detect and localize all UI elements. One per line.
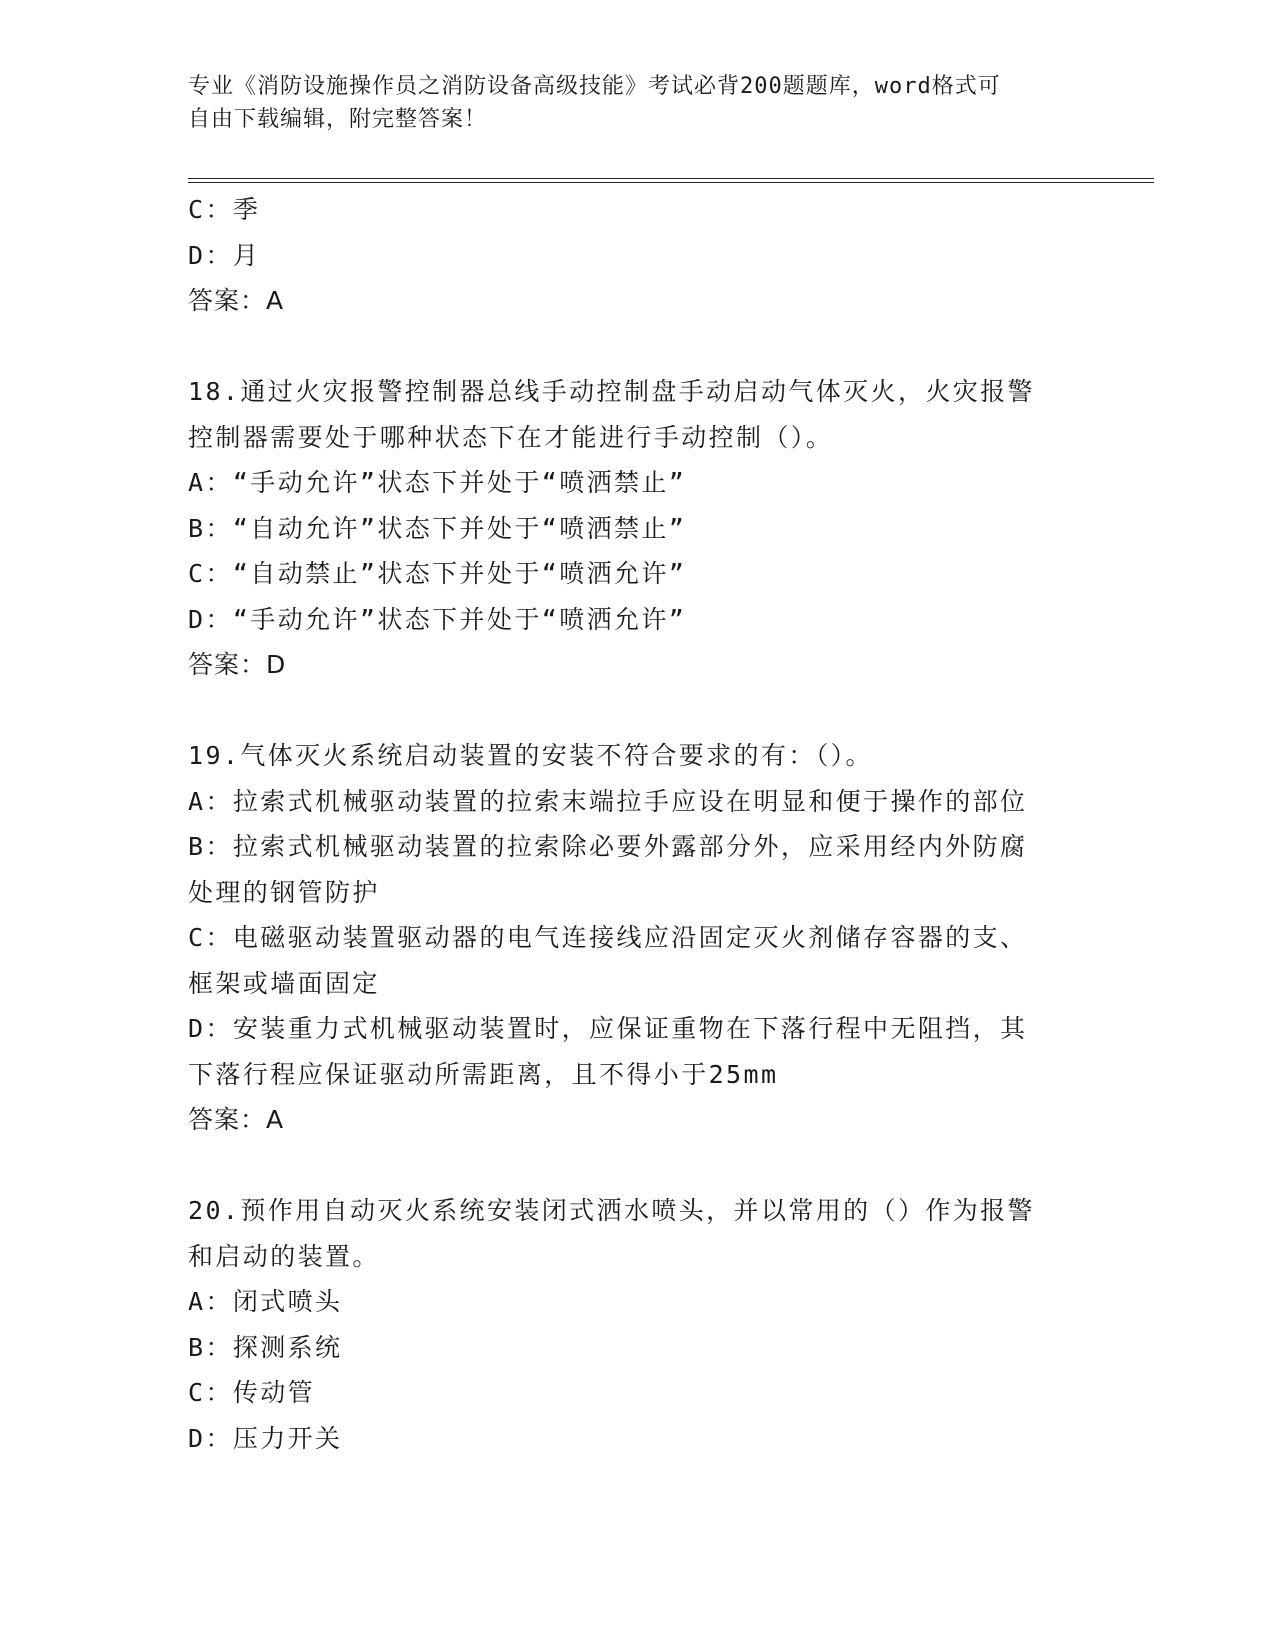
spacer — [188, 1143, 1088, 1189]
option-d: D：“手动允许”状态下并处于“喷洒允许” — [188, 604, 687, 634]
question-19 — [188, 733, 1088, 1143]
spacer — [188, 688, 1088, 734]
question-stem-cont: 和启动的装置。 — [188, 1241, 380, 1271]
option-d-cont: 下落行程应保证驱动所需距离，且不得小于25mm — [188, 1059, 779, 1089]
question-stem-cont: 控制器需要处于哪种状态下在才能进行手动控制（）。 — [188, 422, 834, 452]
question-20 — [188, 1188, 1088, 1461]
header-divider — [188, 178, 1154, 183]
question-stem: 20.预作用自动灭火系统安装闭式洒水喷头，并以常用的（）作为报警 — [188, 1196, 1035, 1225]
option-b: B：“自动允许”状态下并处于“喷洒禁止” — [188, 513, 687, 543]
option-c: C：传动管 — [188, 1378, 316, 1407]
option-c: C：电磁驱动装置驱动器的电气连接线应沿固定灭火剂储存容器的支、 — [188, 923, 1028, 952]
answer: 答案：A — [188, 1105, 285, 1134]
header-line-1: 专业《消防设施操作员之消防设备高级技能》考试必背200题题库，word格式可 — [188, 74, 1001, 99]
option-a: A：闭式喷头 — [188, 1287, 343, 1316]
header-line-2: 自由下载编辑，附完整答案！ — [188, 107, 488, 132]
page-header — [188, 70, 1068, 136]
question-stem: 18.通过火灾报警控制器总线手动控制盘手动启动气体灭火，火灾报警 — [188, 377, 1035, 406]
option-c: C：季 — [188, 195, 261, 224]
option-c-cont: 框架或墙面固定 — [188, 968, 380, 998]
question-18 — [188, 369, 1088, 688]
option-b: B：拉索式机械驱动装置的拉索除必要外露部分外，应采用经内外防腐 — [188, 832, 1028, 861]
option-d: D：压力开关 — [188, 1423, 343, 1453]
option-a: A：“手动允许”状态下并处于“喷洒禁止” — [188, 468, 687, 497]
spacer — [188, 324, 1088, 370]
question-17 — [188, 187, 1088, 324]
answer: 答案：D — [188, 650, 287, 679]
answer: 答案：A — [188, 286, 285, 315]
option-a: A：拉索式机械驱动装置的拉索末端拉手应设在明显和便于操作的部位 — [188, 786, 1028, 816]
question-stem: 19.气体灭火系统启动装置的安装不符合要求的有：（）。 — [188, 741, 873, 770]
document-body — [188, 187, 1088, 1461]
option-d: D：月 — [188, 240, 261, 270]
option-b: B：探测系统 — [188, 1332, 343, 1362]
option-c: C：“自动禁止”状态下并处于“喷洒允许” — [188, 559, 687, 588]
option-d: D：安装重力式机械驱动装置时，应保证重物在下落行程中无阻挡，其 — [188, 1014, 1028, 1043]
option-b-cont: 处理的钢管防护 — [188, 877, 380, 907]
